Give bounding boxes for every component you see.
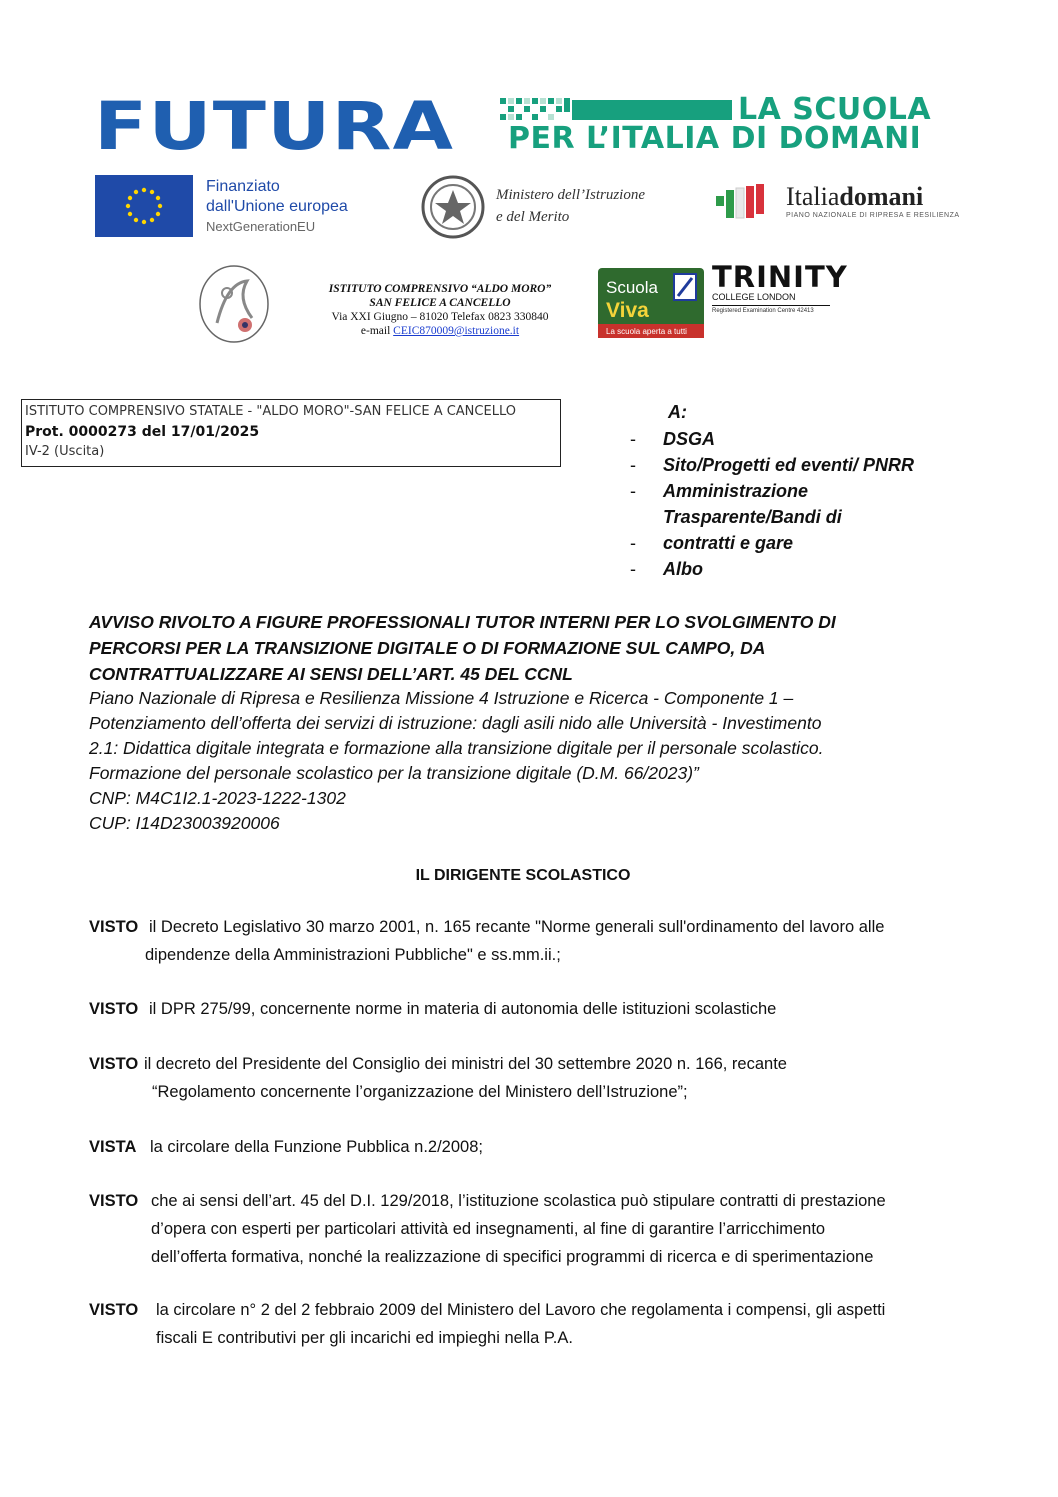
scuola-viva-tagline: La scuola aperta a tutti [606, 327, 687, 336]
visto-text-line2: fiscali E contributivi per gli incarichi ed impieghi nella P.A. [156, 1329, 573, 1347]
protocol-number: Prot. 0000273 del 17/01/2025 [25, 424, 260, 440]
protocol-line1: ISTITUTO COMPRENSIVO STATALE - "ALDO MORO"-SAN FELICE A CANCELLO [25, 404, 516, 419]
recipient-text: contratti e gare [663, 533, 794, 553]
futura-logo: FUTURA [94, 88, 455, 165]
visto-keyword: VISTO [89, 1000, 139, 1018]
visto-text-line3: dell’offerta formativa, nonché la realizzazione di specifici programmi di ricerca e di sperimentazione [151, 1248, 874, 1266]
protocol-stamp [21, 399, 561, 467]
recipient-dash: - [630, 559, 636, 579]
school-email-line [280, 324, 600, 338]
pnrr-subtitle: PIANO NAZIONALE DI RIPRESA E RESILIENZA [786, 212, 960, 219]
piano-line4: Formazione del personale scolastico per la transizione digitale (D.M. 66/2023)” [89, 763, 699, 783]
recipient-dash [630, 504, 663, 530]
eu-funding-text [206, 177, 348, 237]
pixel-pattern-icon [500, 98, 570, 122]
recipient-item [630, 452, 970, 478]
recipient-text: DSGA [663, 429, 716, 449]
school-header-text [280, 282, 600, 338]
dirigente-heading: IL DIRIGENTE SCOLASTICO [415, 867, 631, 884]
italian-republic-emblem-icon [420, 174, 486, 240]
italia-bold: domani [839, 182, 924, 211]
eu-text-line1: Finanziato [206, 178, 280, 195]
ministero-line2: e del Merito [496, 209, 570, 225]
cnp-code: CNP: M4C1I2.1-2023-1222-1302 [89, 788, 346, 808]
piano-line1: Piano Nazionale di Ripresa e Resilienza Missione 4 Istruzione e Ricerca - Componente 1 – [89, 688, 794, 708]
piano-line3: 2.1: Didattica digitale integrata e formazione alla transizione digitale per il personale scolastico. [89, 738, 824, 758]
visto-keyword: VISTA [89, 1138, 137, 1156]
recipient-text: Albo [663, 559, 703, 579]
visto-keyword: VISTO [89, 1055, 139, 1073]
scuola-viva-word2: Viva [606, 299, 649, 322]
piano-line2: Potenziamento dell’offerta dei servizi di istruzione: dagli asili nido alle Università - Investimento [89, 713, 822, 733]
ministero-text [496, 184, 645, 228]
cup-code: CUP: I14D23003920006 [89, 813, 280, 833]
recipient-item [630, 478, 970, 504]
italia-domani-title [786, 182, 923, 212]
recipient-item [630, 504, 970, 530]
visto-text-line1: il DPR 275/99, concernente norme in materia di autonomia delle istituzioni scolastiche [149, 1000, 777, 1018]
school-logo-icon [197, 263, 271, 345]
green-bar [572, 100, 732, 120]
recipient-dash: - [630, 533, 636, 553]
visto-keyword: VISTO [89, 1192, 139, 1210]
school-name: ISTITUTO COMPRENSIVO “ALDO MORO” [328, 283, 552, 295]
scuola-viva-logo [598, 268, 704, 338]
visto-keyword: VISTO [89, 918, 139, 936]
trinity-centre: Registered Examination Centre 42413 [712, 308, 814, 314]
recipient-dash: - [630, 481, 636, 501]
eu-text-line3: NextGenerationEU [206, 219, 316, 234]
recipients-list [630, 426, 970, 582]
visto-text-line1: la circolare n° 2 del 2 febbraio 2009 del Ministero del Lavoro che regolamenta i compensi, gli aspetti [156, 1301, 886, 1319]
recipient-text: Amministrazione [663, 481, 809, 501]
ministero-line1: Ministero dell’Istruzione [496, 187, 646, 203]
recipient-dash: - [630, 429, 636, 449]
recipient-item [630, 426, 970, 452]
italia-domani-flag-icon [716, 184, 766, 224]
school-email-label: e-mail [360, 325, 394, 337]
trinity-subtitle: COLLEGE LONDON [712, 292, 830, 306]
visto-text-line1: il decreto del Presidente del Consiglio dei ministri del 30 settembre 2020 n. 166, recante [144, 1055, 787, 1073]
school-address: Via XXI Giugno – 81020 Telefax 0823 330840 [331, 311, 549, 323]
eu-flag-icon [95, 175, 193, 237]
visto-text-line1: il Decreto Legislativo 30 marzo 2001, n. 165 recante "Norme generali sull'ordinamento del lavoro alle [149, 918, 885, 936]
school-email-link[interactable]: CEIC870009@istruzione.it [393, 325, 520, 337]
trinity-title: TRINITY [712, 260, 848, 294]
recipient-dash: - [630, 455, 636, 475]
school-town: SAN FELICE A CANCELLO [369, 297, 511, 309]
eu-text-line2: dall'Unione europea [206, 198, 348, 215]
scuola-title-line2: PER L’ITALIA DI DOMANI [508, 121, 922, 156]
visto-text-line1: che ai sensi dell’art. 45 del D.I. 129/2018, l’istituzione scolastica può stipulare contratti di prestazione [151, 1192, 886, 1210]
recipients-heading: A: [668, 402, 687, 422]
scuola-title-line1: LA SCUOLA [738, 92, 932, 127]
recipient-item [630, 556, 970, 582]
protocol-classification: IV-2 (Uscita) [25, 444, 105, 459]
visto-text-line2: dipendenze della Amministrazioni Pubbliche" e ss.mm.ii.; [145, 946, 561, 964]
visto-text-line2: d’opera con esperti per particolari attività ed insegnamenti, al fine di garantire l’arricchimento [151, 1220, 826, 1238]
visto-text-line2: “Regolamento concernente l’organizzazione del Ministero dell’Istruzione”; [152, 1083, 688, 1101]
project-reference [89, 686, 959, 836]
visto-text-line1: la circolare della Funzione Pubblica n.2/2008; [150, 1138, 483, 1156]
trinity-logo [712, 260, 848, 316]
recipient-item [630, 530, 970, 556]
italia-plain: Italia [786, 182, 840, 211]
scuola-viva-word1: Scuola [606, 278, 658, 297]
notice-title: AVVISO RIVOLTO A FIGURE PROFESSIONALI TUTOR INTERNI PER LO SVOLGIMENTO DI PERCORSI PER LA TRANSIZIONE DIGITALE O DI FORMAZIONE SUL CAMPO, DA CONTRATTUALIZZARE AI SENSI DELL’ART. 45 DEL CCNL [89, 612, 836, 684]
recipient-text: Trasparente/Bandi di [663, 507, 842, 527]
recipient-text: Sito/Progetti ed eventi/ PNRR [663, 455, 915, 475]
visto-keyword: VISTO [89, 1301, 139, 1319]
